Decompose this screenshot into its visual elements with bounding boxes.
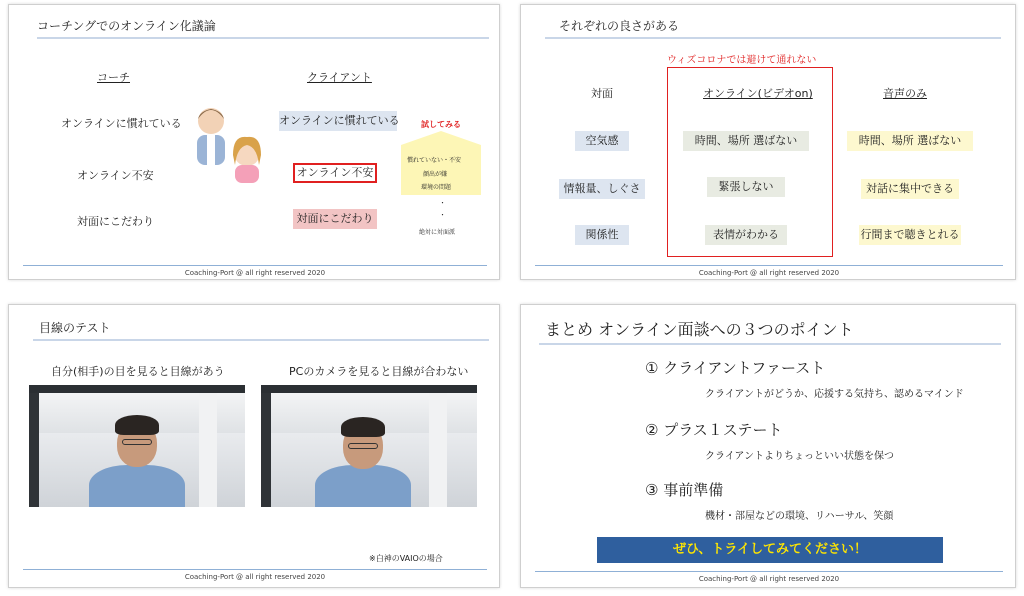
- title-rule: [33, 339, 489, 341]
- point-3-heading: ③ 事前準備: [645, 481, 724, 499]
- try-line-3: 環境の問題: [421, 184, 452, 191]
- slide-title: それぞれの良さがある: [559, 19, 680, 33]
- point-3-sub: 機材・部屋などの環境、リハーサル、笑顔: [705, 511, 894, 522]
- dot-1: ・: [439, 199, 446, 207]
- voice-merit-3: 行間まで聴きとれる: [859, 225, 961, 245]
- face-merit-3: 関係性: [575, 225, 629, 245]
- slide-eye-line-test: [8, 304, 500, 588]
- caption-right: PCのカメラを見ると目線が合わない: [289, 365, 469, 378]
- footer: Coaching-Port @ all right reserved 2020: [698, 575, 840, 583]
- header-face-to-face: 対面: [591, 87, 613, 100]
- client-box-3: 対面にこだわり: [293, 209, 377, 229]
- footer-rule: [23, 569, 487, 570]
- title-rule: [545, 37, 1001, 39]
- video-screenshot-right: [261, 385, 477, 507]
- face-merit-1: 空気感: [575, 131, 629, 151]
- coach-row-2: オンライン不安: [77, 169, 154, 182]
- online-merit-1: 時間、場所 選ばない: [683, 131, 809, 151]
- client-header: クライアント: [307, 71, 372, 84]
- voice-merit-1: 時間、場所 選ばない: [847, 131, 973, 151]
- coach-header: コーチ: [97, 71, 130, 84]
- video-screenshot-left: [29, 385, 245, 507]
- coach-row-1: オンラインに慣れている: [61, 117, 182, 130]
- footer: Coaching-Port @ all right reserved 2020: [698, 269, 840, 277]
- point-2-heading: ② プラス１ステート: [645, 421, 783, 439]
- slide-title: まとめ オンライン面談への３つのポイント: [545, 320, 854, 339]
- device-note: ※白神のVAIOの場合: [369, 554, 443, 563]
- voice-merit-2: 対話に集中できる: [861, 179, 959, 199]
- footer: Coaching-Port @ all right reserved 2020: [184, 269, 326, 277]
- slide-summary-three-points: [520, 304, 1016, 588]
- woman-icon: [233, 137, 261, 183]
- with-corona-label: ウィズコロナでは避けて通れない: [667, 55, 817, 66]
- online-merit-2: 緊張しない: [707, 177, 785, 197]
- man-icon: [197, 108, 225, 165]
- face-merit-2: 情報量、しぐさ: [559, 179, 645, 199]
- caption-left: 自分(相手)の目を見ると目線があう: [51, 365, 225, 378]
- people-illustration: [189, 103, 269, 189]
- footer: Coaching-Port @ all right reserved 2020: [184, 573, 326, 581]
- dot-2: ・: [439, 211, 446, 219]
- slide-title: 目線のテスト: [39, 321, 111, 335]
- point-1-sub: クライアントがどうか、応援する気持ち、認めるマインド: [705, 389, 964, 400]
- online-merit-3: 表情がわかる: [705, 225, 787, 245]
- footer-rule: [535, 571, 1003, 572]
- absolute-in-person-note: 絶対に対面派: [419, 229, 456, 236]
- client-box-1: オンラインに慣れている: [279, 111, 397, 131]
- title-rule: [37, 37, 489, 39]
- call-to-action-banner: ぜひ、トライしてみてください！: [597, 537, 943, 563]
- client-box-2: オンライン不安: [293, 163, 377, 183]
- footer-rule: [535, 265, 1003, 266]
- try-line-2: 顔出が嫌: [423, 171, 448, 178]
- point-2-sub: クライアントよりちょっといい状態を保つ: [705, 451, 894, 462]
- slide-title: コーチングでのオンライン化議論: [37, 19, 216, 33]
- header-online-video: オンライン(ビデオon): [703, 87, 813, 100]
- point-1-heading: ① クライアントファースト: [645, 359, 826, 377]
- title-rule: [539, 343, 1001, 345]
- header-voice-only: 音声のみ: [883, 87, 927, 100]
- footer-rule: [23, 265, 487, 266]
- slide-online-coaching-debate: [8, 4, 500, 280]
- try-line-1: 慣れていない・不安: [407, 157, 462, 164]
- coach-row-3: 対面にこだわり: [77, 215, 154, 228]
- slide-each-has-merits: [520, 4, 1016, 280]
- try-label: 試してみる: [421, 120, 461, 129]
